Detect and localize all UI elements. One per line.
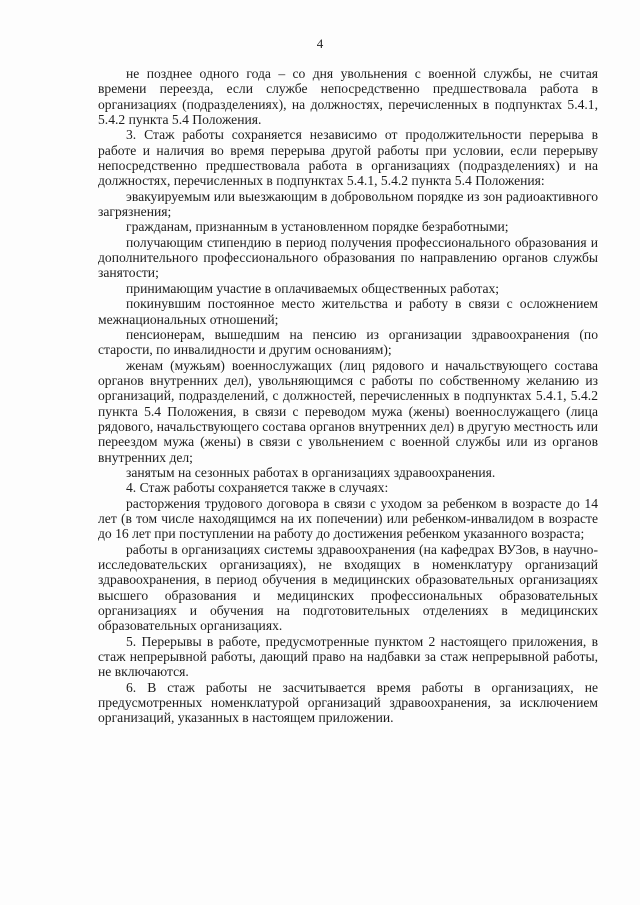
paragraph-item-5: 5. Перерывы в работе, предусмотренные пунктом 2 настоящего приложения, в стаж непрерывной работы, дающий право на надбавки за стаж непрерывной работы, не включаются. [98,633,598,680]
list-item-seasonal: занятым на сезонных работах в организациях здравоохранения. [126,464,496,480]
list-item-relocated: покинувшим постоянное место жительства и работу в связи с осложнением межнациональных отношений; [98,296,598,327]
list-item-spouses: женам (мужьям) военнослужащих (лиц рядового и начальствующего состава органов внутренних дел), увольняющимся с работы по собственному желанию из организаций, подразделений, с должностей, перечисленных в подпунктах 5.4.1, 5.4.2 пункта 5.4 Положения, в связи с переводом мужа (жены) военнослужащего (лица рядового, начальствующего состава органов внутренних дел) в другую местность или переездом мужа (жены) в связи с увольнением с военной службы или из органов внутренних дел; [98,357,598,465]
list-item-evacuated: эвакуируемым или выезжающим в добровольном порядке из зон радиоактивного загрязнения; [98,188,598,220]
paragraph-item-6: 6. В стаж работы не засчитывается время работы в организациях, не предусмотренных номенклатурой организаций здравоохранения, за исключением организаций, указанных в настоящем приложении. [98,679,598,726]
list-item-childcare: расторжения трудового договора в связи с уходом за ребенком в возрасте до 14 лет (в том числе находящимся на их попечении) или ребенком-инвалидом в возрасте до 16 лет при поступлении на работу до достижения ребенком указанного возраста; [98,495,598,542]
paragraph-continuation: не позднее одного года – со дня увольнения с военной службы, не считая времени переезда, если службе непосредственно предшествовала работа в организациях (подразделениях), на должностях, перечисленных в подпунктах 5.4.1, 5.4.2 пункта 5.4 Положения. [98,66,598,128]
list-item-stipend: получающим стипендию в период получения профессионального образования и дополнительного профессионального образования по направлению органов службы занятости; [98,234,598,281]
page-number: 4 [316,36,324,51]
list-item-healthcare-work: работы в организациях системы здравоохранения (на кафедрах ВУЗов, в научно-исследовательских организациях), не входящих в номенклатуру организаций здравоохранения, в период обучения в медицинских образовательных организациях высшего образования и медицинских профессиональных образовательных организациях и обучения на подготовительных отделениях в медицинских образовательных организациях. [98,541,598,634]
list-item-unemployed: гражданам, признанным в установленном порядке безработными; [126,219,509,235]
paragraph-item-4: 4. Стаж работы сохраняется также в случаях: [126,480,389,496]
list-item-pensioners: пенсионерам, вышедшим на пенсию из организации здравоохранения (по старости, по инвалидности и другим основаниям); [98,326,598,358]
paragraph-item-3: 3. Стаж работы сохраняется независимо от продолжительности перерыва в работе и наличия во время перерыва другой работы при условии, если перерыву непосредственно предшествовала работа в организациях (подразделениях) и на должностях, перечисленных в подпунктах 5.4.1, 5.4.2 пункта 5.4 Положения: [98,127,598,189]
list-item-public-works: принимающим участие в оплачиваемых общественных работах; [126,280,500,296]
document-body [98,66,598,726]
